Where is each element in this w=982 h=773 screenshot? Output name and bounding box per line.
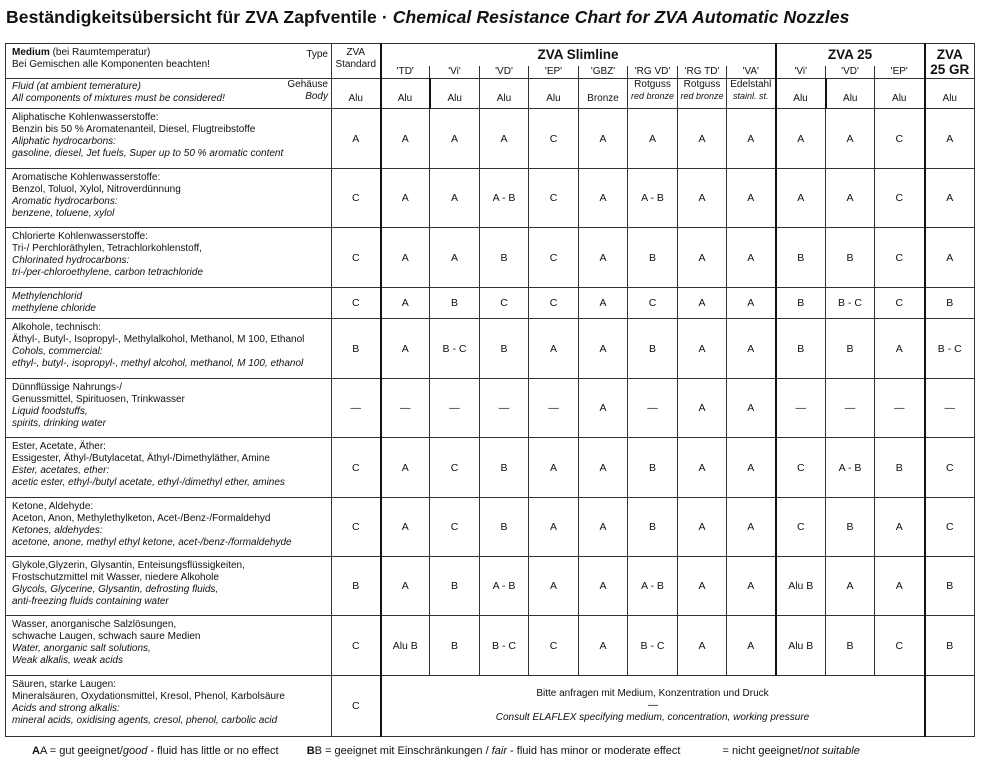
consult-note-separator: -----: [647, 700, 658, 710]
rating-cell: A: [579, 557, 628, 616]
rating-cell: B: [480, 228, 529, 288]
type-header-7: 'VA': [727, 66, 776, 79]
rating-cell: A: [579, 616, 628, 676]
rating-cell: A: [727, 379, 776, 438]
medium-row: [6, 557, 975, 616]
rating-cell: Alu B: [776, 616, 826, 676]
type-header-6: 'RG TD': [678, 66, 727, 79]
rating-cell: B: [925, 616, 975, 676]
medium-description: [6, 616, 332, 676]
rating-cell: B: [826, 616, 875, 676]
legend-b: BB = geeignet mit Einschränkungen / fair - fluid has minor or moderate effect: [306, 745, 681, 757]
body-label: Gehäuse Body: [280, 79, 332, 109]
medium-en-line: Ketones, aldehydes:: [12, 525, 103, 536]
rating-cell: B: [826, 228, 875, 288]
rating-cell: A: [678, 616, 727, 676]
medium-en-line: Water, anorganic salt solutions,: [12, 643, 151, 654]
rating-cell: A: [529, 498, 579, 557]
rating-cell: —: [628, 379, 678, 438]
body-material-8: Edelstahl stainl. st.: [727, 79, 776, 109]
medium-de-line: Essigester, Äthyl-/Butylacetat, Äthyl-/Dimethyläther, Amine: [12, 453, 270, 464]
rating-cell: B: [332, 557, 381, 616]
rating-cell: A: [727, 288, 776, 319]
type-header-2: 'VD': [480, 66, 529, 79]
legend-a-text: A = gut geeignet/: [39, 745, 123, 757]
family-gr: ZVA 25 GR: [925, 44, 975, 79]
rating-cell: A: [678, 557, 727, 616]
rating-cell: C: [875, 109, 925, 169]
resistance-table: [5, 43, 975, 737]
rating-cell: A: [727, 616, 776, 676]
rating-cell: A: [381, 438, 430, 498]
rating-cell: C: [332, 498, 381, 557]
medium-row: [6, 379, 975, 438]
rating-cell: C: [628, 288, 678, 319]
rating-cell: —: [925, 379, 975, 438]
rating-cell: C: [332, 438, 381, 498]
rating-cell: C: [925, 498, 975, 557]
rating-cell: A: [430, 228, 480, 288]
rating-cell: A: [925, 169, 975, 228]
medium-row: [6, 169, 975, 228]
rating-cell: A: [628, 109, 678, 169]
rating-cell: A: [579, 288, 628, 319]
rating-cell: —: [826, 379, 875, 438]
rating-cell: C: [875, 616, 925, 676]
rating-cell: B: [628, 438, 678, 498]
rating-cell: A - B: [628, 557, 678, 616]
rating-cell: A: [826, 557, 875, 616]
medium-en-line: ethyl-, butyl-, isopropyl-, methyl alcohol, methanol, M 100, ethanol: [12, 358, 304, 369]
legend-b-rest: - fluid has minor or moderate effect: [506, 745, 681, 757]
rating-cell: C: [529, 616, 579, 676]
medium-de-line: Alkohole, technisch:: [12, 322, 101, 333]
medium-row: [6, 288, 975, 319]
rating-cell: B: [430, 616, 480, 676]
rating-cell: A: [579, 109, 628, 169]
rating-cell: C: [430, 498, 480, 557]
rating-cell: A: [381, 109, 430, 169]
title-en: Chemical Resistance Chart for ZVA Automatic Nozzles: [392, 7, 850, 27]
medium-note: (bei Raumtemperatur): [52, 47, 151, 58]
consult-note-en: Consult ELAFLEX specifying medium, concentration, working pressure: [495, 712, 810, 723]
type-header-5: 'RG VD': [628, 66, 678, 79]
rating-cell: A - B: [628, 169, 678, 228]
rating-cell: A: [579, 498, 628, 557]
legend-c-text: = nicht geeignet/: [722, 745, 804, 757]
medium-en-line: anti-freezing fluids containing water: [12, 596, 169, 607]
rating-cell: Alu B: [776, 557, 826, 616]
medium-de-line: Ketone, Aldehyde:: [12, 501, 94, 512]
medium-note-2: Bei Gemischen alle Komponenten beachten!: [12, 59, 210, 70]
medium-de-line: Aromatische Kohlenwasserstoffe:: [12, 172, 161, 183]
chart-title: [6, 7, 849, 28]
body-material-0: Alu: [332, 79, 381, 109]
rating-cell: B - C: [925, 319, 975, 379]
medium-de-line: Genussmittel, Spirituosen, Trinkwasser: [12, 394, 185, 405]
type-header-10: 'EP': [875, 66, 925, 79]
medium-description: [6, 109, 332, 169]
body-material-2: Alu: [430, 79, 480, 109]
rating-cell: B: [925, 557, 975, 616]
body-material-7: Rotguss red bronze: [678, 79, 727, 109]
medium-en-line: acetic ester, ethyl-/butyl acetate, ethyl-/dimethyl ether, amines: [12, 477, 285, 488]
rating-cell: B: [776, 319, 826, 379]
rating-cell: —: [430, 379, 480, 438]
type-header-3: 'EP': [529, 66, 579, 79]
medium-en-line: Liquid foodstuffs,: [12, 406, 88, 417]
consult-note-de: Bitte anfragen mit Medium, Konzentration und Druck: [536, 688, 769, 699]
rating-cell: B: [628, 498, 678, 557]
rating-cell: C: [332, 676, 381, 737]
type-header-1: 'Vi': [430, 66, 480, 79]
rating-cell: A: [529, 557, 579, 616]
rating-cell: B: [826, 498, 875, 557]
body-material-9: Alu: [776, 79, 826, 109]
medium-de-line: Tri-/ Perchloräthylen, Tetrachlorkohlenstoff,: [12, 243, 202, 254]
medium-en-line: mineral acids, oxidising agents, cresol, phenol, carbolic acid: [12, 715, 278, 726]
rating-cell: B - C: [826, 288, 875, 319]
body-material-4: Alu: [529, 79, 579, 109]
medium-en-line: Cohols, commercial:: [12, 346, 103, 357]
rating-cell: A: [678, 109, 727, 169]
rating-cell: C: [925, 438, 975, 498]
body-material-12: Alu: [925, 79, 975, 109]
medium-en-line: tri-/per-chloroethylene, carbon tetrachloride: [12, 267, 204, 278]
medium-description: [6, 288, 332, 319]
rating-cell: A: [678, 379, 727, 438]
rating-cell: B: [430, 288, 480, 319]
medium-header: [6, 44, 280, 79]
medium-description: [6, 438, 332, 498]
medium-de-line: schwache Laugen, schwach saure Medien: [12, 631, 201, 642]
rating-cell: A: [579, 228, 628, 288]
rating-cell: A: [727, 438, 776, 498]
rating-cell: B: [480, 438, 529, 498]
rating-cell: C: [875, 169, 925, 228]
rating-cell: —: [480, 379, 529, 438]
body-material-5: Bronze: [579, 79, 628, 109]
rating-cell: A - B: [826, 438, 875, 498]
rating-cell: A: [678, 438, 727, 498]
rating-cell: —: [529, 379, 579, 438]
rating-cell: —: [332, 379, 381, 438]
rating-cell: B: [826, 319, 875, 379]
medium-en-line: acetone, anone, methyl ethyl ketone, acet-/benz-/formaldehyde: [12, 537, 292, 548]
rating-cell: C: [529, 228, 579, 288]
rating-cell: C: [875, 228, 925, 288]
body-material-1: Alu: [381, 79, 430, 109]
medium-en-line: Glycols, Glycerine, Glysantin, defrosting fluids,: [12, 584, 219, 595]
rating-cell: A: [381, 288, 430, 319]
body-material-3: Alu: [480, 79, 529, 109]
rating-cell: A: [381, 498, 430, 557]
rating-cell: B: [480, 498, 529, 557]
rating-cell: B - C: [480, 616, 529, 676]
rating-cell: C: [529, 109, 579, 169]
body-material-6: Rotguss red bronze: [628, 79, 678, 109]
rating-cell: B: [925, 288, 975, 319]
body-material-10: Alu: [826, 79, 875, 109]
rating-cell: A: [678, 498, 727, 557]
fluid-header-en: [6, 79, 280, 109]
medium-description: [6, 169, 332, 228]
rating-cell: C: [332, 288, 381, 319]
medium-en-line: methylene chloride: [12, 303, 96, 314]
rating-cell: A: [875, 498, 925, 557]
rating-cell: A: [529, 319, 579, 379]
rating-cell: B: [332, 319, 381, 379]
rating-cell-empty: [925, 676, 975, 737]
rating-cell: B: [776, 228, 826, 288]
body-material-11: Alu: [875, 79, 925, 109]
rating-cell: A: [678, 319, 727, 379]
rating-cell: A: [776, 109, 826, 169]
type-header-0: 'TD': [381, 66, 430, 79]
medium-de-line: Glykole,Glyzerin, Glysantin, Enteisungsflüssigkeiten,: [12, 560, 245, 571]
rating-cell: A: [579, 319, 628, 379]
fluid-en-label: Fluid (at ambient temerature): [12, 81, 141, 92]
rating-cell: B: [628, 319, 678, 379]
rating-cell: A: [430, 169, 480, 228]
medium-de-line: Äthyl-, Butyl-, Isopropyl-, Methylalkohol, Methanol, M 100, Ethanol: [12, 334, 305, 345]
rating-cell: C: [776, 438, 826, 498]
type-label: Type: [280, 44, 332, 79]
medium-row: [6, 498, 975, 557]
rating-cell: —: [875, 379, 925, 438]
rating-cell: A: [925, 109, 975, 169]
medium-de-line: Dünnflüssige Nahrungs-/: [12, 382, 123, 393]
rating-cell: A: [678, 169, 727, 228]
medium-description: [6, 676, 332, 737]
rating-cell: B: [430, 557, 480, 616]
medium-en-line: benzene, toluene, xylol: [12, 208, 115, 219]
rating-cell: —: [776, 379, 826, 438]
rating-cell: A: [480, 109, 529, 169]
rating-cell: A: [579, 379, 628, 438]
medium-en-line: Weak alkalis, weak acids: [12, 655, 123, 666]
legend-a-rest: - fluid has little or no effect: [147, 745, 279, 757]
rating-cell: A: [727, 319, 776, 379]
rating-cell: A: [727, 228, 776, 288]
rating-cell: A: [579, 169, 628, 228]
rating-cell: C: [776, 498, 826, 557]
medium-en-line: spirits, drinking water: [12, 418, 106, 429]
medium-en-line: Aliphatic hydrocarbons:: [12, 136, 116, 147]
rating-cell: A: [381, 228, 430, 288]
medium-row: [6, 438, 975, 498]
legend-a: AA = gut geeignet/good - fluid has little or no effect: [32, 745, 279, 757]
family-standard: ZVA Standard: [332, 44, 381, 79]
title-de: Beständigkeitsübersicht für ZVA Zapfventile: [6, 7, 377, 27]
medium-de-line: Mineralsäuren, Oxydationsmittel, Kresol, Phenol, Karbolsäure: [12, 691, 285, 702]
medium-de-line: Benzol, Toluol, Xylol, Nitroverdünnung: [12, 184, 181, 195]
rating-cell: A: [381, 557, 430, 616]
rating-cell: A: [678, 228, 727, 288]
medium-en-line: gasoline, diesel, Jet fuels, Super up to 50 % aromatic content: [12, 148, 284, 159]
rating-cell: A: [875, 557, 925, 616]
family-slimline: ZVA Slimline: [381, 44, 776, 66]
medium-row: [6, 616, 975, 676]
medium-de-line: Chlorierte Kohlenwasserstoffe:: [12, 231, 148, 242]
medium-en-line: Methylenchlorid: [12, 291, 83, 302]
rating-cell: B: [480, 319, 529, 379]
medium-de-line: Säuren, starke Laugen:: [12, 679, 116, 690]
rating-cell: A - B: [480, 169, 529, 228]
rating-cell: C: [875, 288, 925, 319]
rating-cell: C: [529, 288, 579, 319]
fluid-en-note: All components of mixtures must be considered!: [12, 93, 225, 104]
rating-cell: A: [826, 109, 875, 169]
rating-cell: B - C: [628, 616, 678, 676]
legend-a-en: good: [122, 745, 148, 757]
legend-b-en: fair: [491, 745, 507, 757]
rating-cell: —: [381, 379, 430, 438]
legend: [32, 745, 860, 757]
family-zva25: ZVA 25: [776, 44, 925, 66]
rating-cell: B: [776, 288, 826, 319]
medium-en-line: Aromatic hydrocarbons:: [12, 196, 118, 207]
rating-cell: A: [727, 109, 776, 169]
rating-cell: B: [875, 438, 925, 498]
medium-row: [6, 228, 975, 288]
rating-cell: C: [332, 169, 381, 228]
rating-cell: C: [430, 438, 480, 498]
legend-b-text: B = geeignet mit Einschränkungen /: [314, 745, 492, 757]
rating-cell: A: [727, 557, 776, 616]
rating-cell: Alu B: [381, 616, 430, 676]
consult-note: [381, 676, 925, 737]
rating-cell: A: [430, 109, 480, 169]
medium-description: [6, 557, 332, 616]
rating-cell: A: [678, 288, 727, 319]
rating-cell: A: [579, 438, 628, 498]
medium-row-acids: [6, 676, 975, 737]
medium-en-line: Chlorinated hydrocarbons:: [12, 255, 130, 266]
rating-cell: A: [826, 169, 875, 228]
legend-c: [723, 745, 860, 757]
rating-cell: A: [529, 438, 579, 498]
medium-label: Medium: [12, 47, 50, 58]
legend-c-en: not suitable: [803, 745, 860, 757]
rating-cell: A: [381, 319, 430, 379]
medium-de-line: Aceton, Anon, Methylethylketon, Acet-/Benz-/Formaldehyd: [12, 513, 271, 524]
rating-cell: C: [332, 228, 381, 288]
rating-cell: A: [875, 319, 925, 379]
rating-cell: B - C: [430, 319, 480, 379]
type-header-9: 'VD': [826, 66, 875, 79]
rating-cell: C: [332, 616, 381, 676]
medium-de-line: Frostschutzmittel mit Wasser, niedere Alkohole: [12, 572, 219, 583]
medium-de-line: Aliphatische Kohlenwasserstoffe:: [12, 112, 159, 123]
rating-cell: A - B: [480, 557, 529, 616]
header-row-families: [6, 44, 975, 66]
medium-description: [6, 319, 332, 379]
header-row-bodies: [6, 79, 975, 109]
rating-cell: C: [480, 288, 529, 319]
medium-de-line: Ester, Acetate, Äther:: [12, 441, 106, 452]
medium-en-line: Acids and strong alkalis:: [12, 703, 120, 714]
title-separator: ·: [376, 7, 393, 27]
medium-row: [6, 109, 975, 169]
type-header-8: 'Vi': [776, 66, 826, 79]
medium-en-line: Ester, acetates, ether:: [12, 465, 110, 476]
medium-row: [6, 319, 975, 379]
medium-description: [6, 498, 332, 557]
rating-cell: A: [727, 169, 776, 228]
rating-cell: B: [628, 228, 678, 288]
medium-de-line: Wasser, anorganische Salzlösungen,: [12, 619, 177, 630]
rating-cell: A: [727, 498, 776, 557]
type-header-4: 'GBZ': [579, 66, 628, 79]
rating-cell: A: [925, 228, 975, 288]
rating-cell: C: [529, 169, 579, 228]
rating-cell: A: [776, 169, 826, 228]
rating-cell: A: [381, 169, 430, 228]
rating-cell: A: [332, 109, 381, 169]
medium-de-line: Benzin bis 50 % Aromatenanteil, Diesel, Flugtreibstoffe: [12, 124, 256, 135]
medium-description: [6, 228, 332, 288]
medium-description: [6, 379, 332, 438]
